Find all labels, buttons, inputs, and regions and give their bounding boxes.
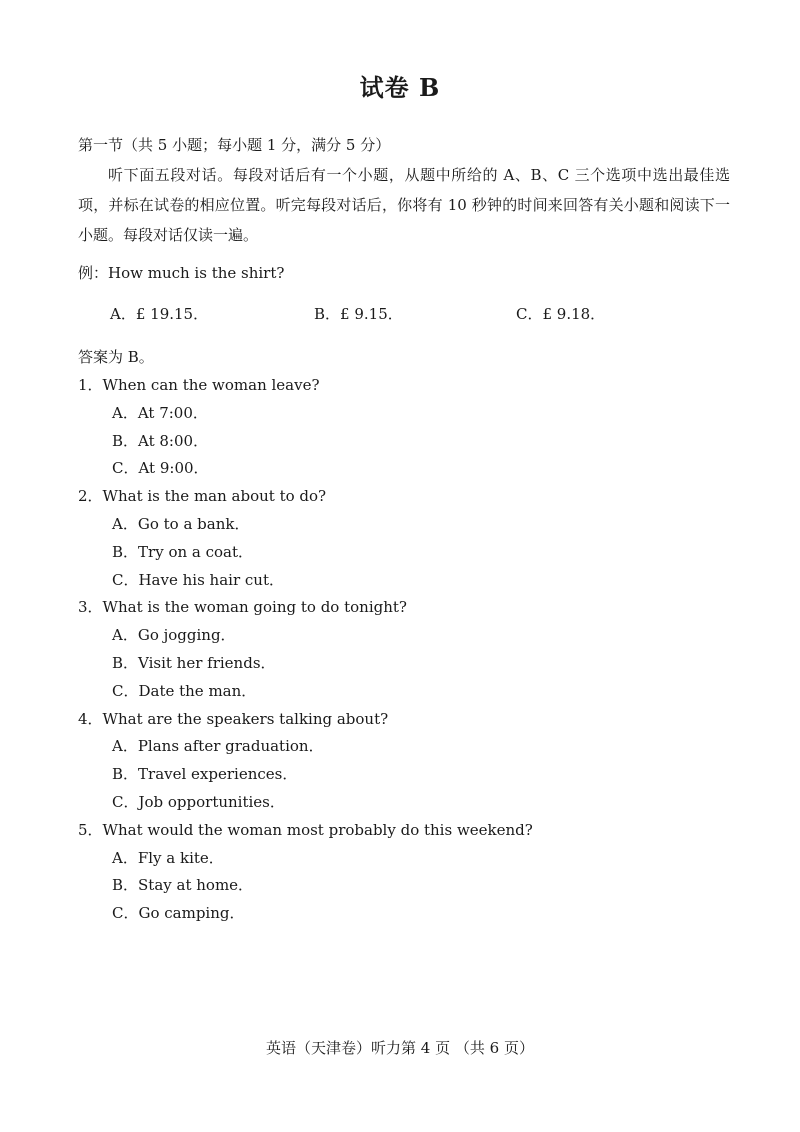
question-option-a: A．Go jogging． [112,626,236,645]
question-stem: 1．When can the woman leave? [78,376,320,394]
example-question: 例：How much is the shirt? [78,264,285,282]
question-4 [78,706,738,817]
page-footer: 英语（天津卷）听力第 4 页 （共 6 页） [266,1039,534,1057]
example-option-b: B．£ 9.15． [314,305,403,323]
section-header: 第一节（共 5 小题；每小题 1 分，满分 5 分） [78,136,391,154]
example-option-a: A．£ 19.15． [110,305,209,323]
question-option-c: C．Job opportunities． [112,792,285,811]
question-option-c: C．Go camping． [112,904,245,923]
question-5 [78,817,738,928]
question-option-c: C．At 9:00． [112,459,209,478]
question-option-c: C．Have his hair cut． [112,570,284,589]
question-option-b: B．Stay at home． [112,876,254,895]
example-answer: 答案为 B。 [78,348,154,366]
question-option-c: C．Date the man． [112,681,257,700]
question-option-b: B．Try on a coat． [112,542,254,561]
question-option-a: A．Go to a bank． [112,514,250,533]
question-option-b: B．Visit her friends． [112,653,276,672]
question-option-a: A．At 7:00． [112,403,208,422]
page-title: 试卷 B [359,73,441,102]
example-option-c: C．£ 9.18． [516,305,606,323]
question-option-a: A．Plans after graduation． [112,737,324,756]
question-3 [78,594,738,705]
question-option-a: A．Fly a kite． [112,848,224,867]
question-option-b: B．At 8:00． [112,431,209,450]
question-list [78,372,738,928]
question-1 [78,372,738,483]
question-2 [78,483,738,594]
instructions-paragraph: 听下面五段对话。每段对话后有一个小题，从题中所给的 A、B、C 三个选项中选出最佳选项，并标在试卷的相应位置。听完每段对话后，你将有 10 秒钟的时间来回答有关小题和阅读下一小题。每段对话仅读一遍。 [78,166,730,244]
question-stem: 3．What is the woman going to do tonight? [78,598,407,617]
question-option-b: B．Travel experiences． [112,765,298,784]
question-stem: 2．What is the man about to do? [78,487,327,506]
question-stem: 5．What would the woman most probably do this weekend? [78,820,533,839]
question-stem: 4．What are the speakers talking about? [78,709,389,728]
